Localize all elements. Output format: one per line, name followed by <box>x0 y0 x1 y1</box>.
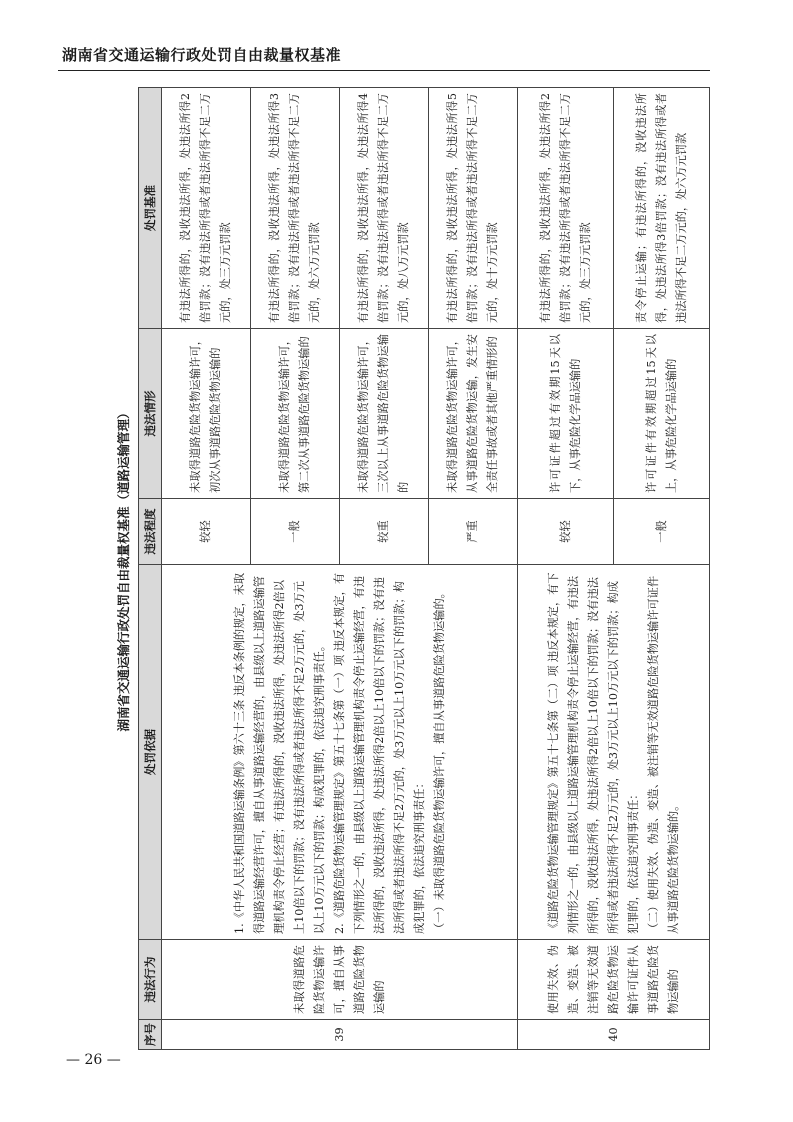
table-row <box>518 88 614 1050</box>
standard-cell: 有违法所得的，没收违法所得，处违法所得2倍罚款；没有违法所得或者违法所得不足二万元的，处三万元罚款 <box>162 88 251 329</box>
table-row <box>162 88 251 1050</box>
column-header-situation: 违法情形 <box>139 329 162 499</box>
penalty-basis-cell <box>518 565 710 940</box>
standard-cell: 有违法所得的，没收违法所得，处违法所得5倍罚款；没有违法所得或者违法所得不足二万元的，处十万元罚款 <box>429 88 518 329</box>
violation-act-cell: 未取得道路危险货物运输许可，擅自从事道路危险货物运输的 <box>162 940 518 1020</box>
basis-paragraph: （一）未取得道路危险货物运输许可，擅自从事道路危险货物运输的。 <box>432 587 446 934</box>
penalty-basis-cell <box>162 565 518 940</box>
degree-cell: 一般 <box>251 499 340 565</box>
column-header-basis: 处罚依据 <box>139 565 162 940</box>
degree-cell: 较重 <box>340 499 429 565</box>
degree-cell: 一般 <box>614 499 710 565</box>
situation-cell: 未取得道路危险货物运输许可，三次以上从事道路危险货物运输的 <box>340 329 429 499</box>
situation-cell: 未取得道路危险货物运输许可，初次从事道路危险货物运输的 <box>162 329 251 499</box>
violation-act-cell: 使用失效、伪造、变造、被注销等无效道路危险货物运输许可证件从事道路危险货物运输的 <box>518 940 710 1020</box>
standard-cell: 责令停止运输；有违法所得的，没收违法所得，处违法所得3倍罚款；没有违法所得或者违法所得不足二万元的，处六万元罚款 <box>614 88 710 329</box>
situation-cell: 未取得道路危险货物运输许可，从事道路危险货物运输，发生安全责任事故或者其他严重情形的 <box>429 329 518 499</box>
situation-cell: 许可证件有效期超过15天以上，从事危险化学品运输的 <box>614 329 710 499</box>
column-header-act: 违法行为 <box>139 940 162 1020</box>
degree-cell: 较轻 <box>518 499 614 565</box>
degree-cell: 严重 <box>429 499 518 565</box>
situation-cell: 许可证件超过有效期15天以下，从事危险化学品运输的 <box>518 329 614 499</box>
column-header-standard: 处罚基准 <box>139 88 162 329</box>
basis-paragraph: 2.《道路危险货物运输管理规定》第五十七条第（一）项 违反本规定，有下列情形之一的，由县级以上道路运输管理机构责令停止运输经营，有违法所得的，没收违法所得，处违法所得2倍以上10倍以下的罚款；没有违法所得或者违法所得不足2万元的，处3万元以上10万元以下的罚款；构成犯罪的，依法追究刑事责任： <box>332 572 426 934</box>
standard-cell: 有违法所得的，没收违法所得，处违法所得4倍罚款；没有违法所得或者违法所得不足二万元的，处八万元罚款 <box>340 88 429 329</box>
standard-cell: 有违法所得的，没收违法所得，处违法所得2倍罚款；没有违法所得或者违法所得不足二万元的，处三万元罚款 <box>518 88 614 329</box>
header-divider <box>58 70 710 71</box>
situation-cell: 未取得道路危险货物运输许可，第二次从事道路危险货物运输的 <box>251 329 340 499</box>
basis-paragraph: 1.《中华人民共和国道路运输条例》第六十三条 违反本条例的规定，未取得道路运输经营许可，擅自从事道路运输经营的，由县级以上道路运输管理机构责令停止经营；有违法所得的，没收违法所得，处违法所得2倍以上10倍以下的罚款；没有违法所得或者违法所得不足2万元的，处3万元以上10万元以下的罚款；构成犯罪的，依法追究刑事责任。 <box>232 572 326 934</box>
rotated-table-sheet <box>112 88 699 1050</box>
table-header-row <box>139 88 162 1050</box>
seq-cell: 39 <box>162 1020 518 1050</box>
page-number: — 26 — <box>66 1052 121 1068</box>
table-title: 湖南省交通运输行政处罚自由裁量权基准（道路运输管理） <box>116 406 131 732</box>
column-header-degree: 违法程度 <box>139 499 162 565</box>
penalty-standards-table <box>138 87 710 1050</box>
standard-cell: 有违法所得的，没收违法所得，处违法所得3倍罚款；没有违法所得或者违法所得不足二万元的，处六万元罚款 <box>251 88 340 329</box>
degree-cell: 较轻 <box>162 499 251 565</box>
page-header: 湖南省交通运输行政处罚自由裁量权基准 <box>62 46 342 64</box>
basis-paragraph: （二）使用失效、伪造、变造、被注销等无效道路危险货物运输许可证件从事道路危险货物运输的。 <box>646 575 680 934</box>
column-header-seq: 序号 <box>139 1020 162 1050</box>
seq-cell: 40 <box>518 1020 710 1050</box>
basis-paragraph: 《道路危险货物运输管理规定》第五十七条第（二）项 违反本规定，有下列情形之一的，由县级以上道路运输管理机构责令停止运输经营，有违法所得的，没收违法所得，处违法所得2倍以上10倍以下的罚款；没有违法所得或者违法所得不足2万元的，处3万元以上10万元以下的罚款；构成犯罪的，依法追究刑事责任： <box>546 572 640 934</box>
